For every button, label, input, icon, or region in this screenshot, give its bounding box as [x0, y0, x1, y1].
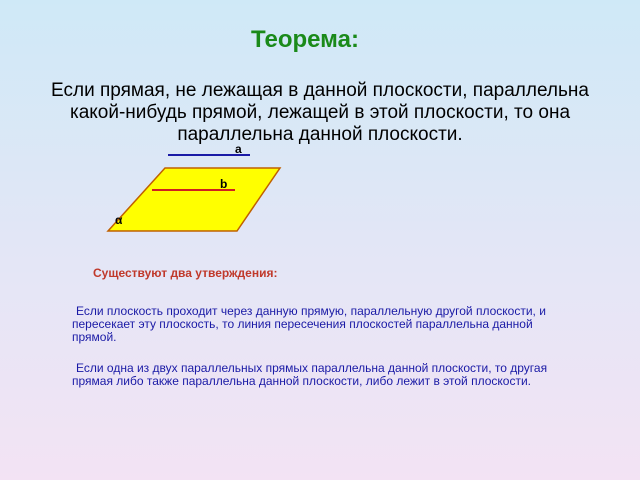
theorem-text: Если прямая, не лежащая в данной плоскости, параллельна какой-нибудь прямой, лежащей в этой плоскости, то она параллельна данной плоскости. [51, 80, 589, 145]
statements-heading: Существуют два утверждения: [93, 266, 278, 280]
plane-alpha [108, 168, 280, 231]
line-b-label: b [220, 177, 228, 191]
geometry-figure [100, 140, 300, 240]
statement-1: Если плоскость проходит через данную прямую, параллельную другой плоскости, и пересекает эту плоскость, то линия пересечения плоскостей параллельна данной прямой. [72, 304, 546, 344]
line-a-label: a [235, 142, 242, 156]
slide-title: Теорема: [251, 26, 359, 53]
plane-alpha-label: α [115, 213, 123, 227]
statement-2: Если одна из двух параллельных прямых параллельна данной плоскости, то другая прямая либо также параллельна данной плоскости, либо лежит в этой плоскости. [72, 361, 548, 388]
